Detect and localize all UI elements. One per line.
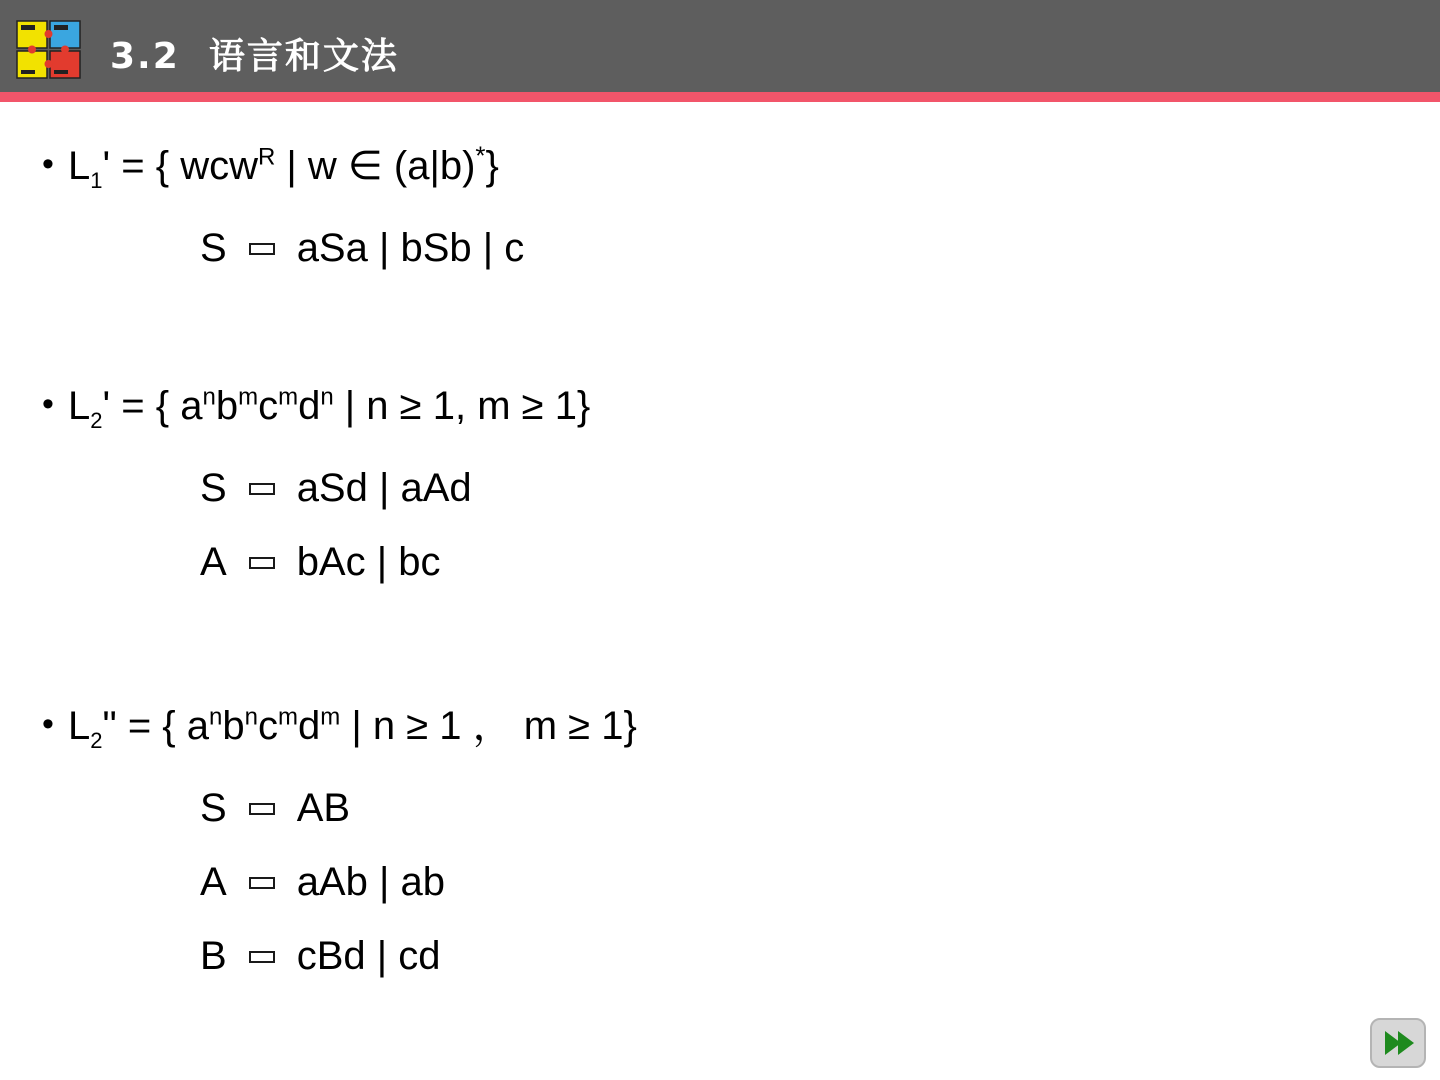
lang-sup-2b: m (238, 383, 259, 411)
next-slide-button[interactable] (1370, 1018, 1426, 1068)
lang-rest-3: " = { a (102, 704, 210, 748)
lang-sup-1: R (257, 143, 276, 171)
rule-lhs: S (200, 466, 227, 510)
derives-arrow-icon (249, 951, 275, 963)
rule-rhs: cBd | cd (296, 934, 441, 978)
definition-line-1 (0, 140, 1440, 193)
definition-block-1 (0, 140, 1440, 270)
production-rule (0, 860, 1440, 904)
derives-arrow-icon (249, 557, 275, 569)
lang-star-1: * (475, 140, 486, 171)
derives-arrow-icon (249, 877, 275, 889)
lang-sub-1: 1 (90, 168, 103, 193)
lang-sup-3a: n (209, 703, 223, 731)
bullet-icon: • (42, 384, 54, 423)
lang-rest-1: ' = { wcw (102, 144, 258, 188)
lang-close-3: | n ≥ 1 ， m ≥ 1} (340, 704, 637, 748)
bullet-icon: • (42, 704, 54, 743)
production-rule (0, 786, 1440, 830)
rule-lhs: A (200, 860, 227, 904)
rule-lhs: B (200, 934, 227, 978)
production-rule (0, 540, 1440, 584)
rule-rhs: bAc | bc (296, 540, 441, 584)
definition-block-2 (0, 384, 1440, 584)
rule-rhs: aAb | ab (296, 860, 445, 904)
lang-sub-3: 2 (90, 728, 103, 753)
lang-sup-3c: m (277, 703, 298, 731)
definition-line-2 (0, 383, 1440, 433)
rule-lhs: A (200, 540, 227, 584)
lang-name-1: L (68, 144, 91, 188)
lang-sup-2d: n (320, 383, 334, 411)
header-divider (0, 92, 1440, 102)
lang-name-3: L (68, 704, 91, 748)
lang-tail-2b: c (258, 384, 279, 428)
rule-rhs: AB (296, 786, 351, 830)
definition-block-3 (0, 704, 1440, 978)
lang-sup-3d: m (320, 703, 341, 731)
lang-rest-2: ' = { a (102, 384, 203, 428)
next-arrow-icon (1381, 1028, 1415, 1058)
lang-sup-2c: m (278, 383, 299, 411)
derives-arrow-icon (249, 243, 275, 255)
page-title: 3.2 语言和文法 (110, 36, 399, 77)
rule-rhs: aSa | bSb | c (296, 226, 525, 270)
derives-arrow-icon (249, 483, 275, 495)
rule-lhs: S (200, 786, 227, 830)
definition-line-3 (0, 703, 1440, 753)
bullet-icon: • (42, 144, 54, 183)
course-logo-icon (16, 20, 82, 80)
lang-sub-2: 2 (90, 408, 103, 433)
production-rule (0, 226, 1440, 270)
lang-tail-3a: b (222, 704, 245, 748)
derives-arrow-icon (249, 803, 275, 815)
lang-tail-2a: b (215, 384, 239, 428)
lang-sup-2a: n (202, 383, 216, 411)
production-rule (0, 934, 1440, 978)
lang-sup-3b: n (244, 703, 258, 731)
production-rule (0, 466, 1440, 510)
lang-close-1: } (485, 144, 499, 188)
lang-tail-3b: c (257, 704, 278, 748)
rule-rhs: aSd | aAd (296, 466, 472, 510)
slide-header (0, 0, 1440, 92)
lang-name-2: L (68, 384, 91, 428)
lang-close-2: | n ≥ 1, m ≥ 1} (333, 384, 591, 428)
lang-tail-3c: d (297, 704, 321, 748)
rule-lhs: S (200, 226, 227, 270)
lang-tail-1: | w ∈ (a|b) (275, 144, 476, 188)
slide-body (0, 102, 1440, 1080)
lang-tail-2c: d (298, 384, 321, 428)
